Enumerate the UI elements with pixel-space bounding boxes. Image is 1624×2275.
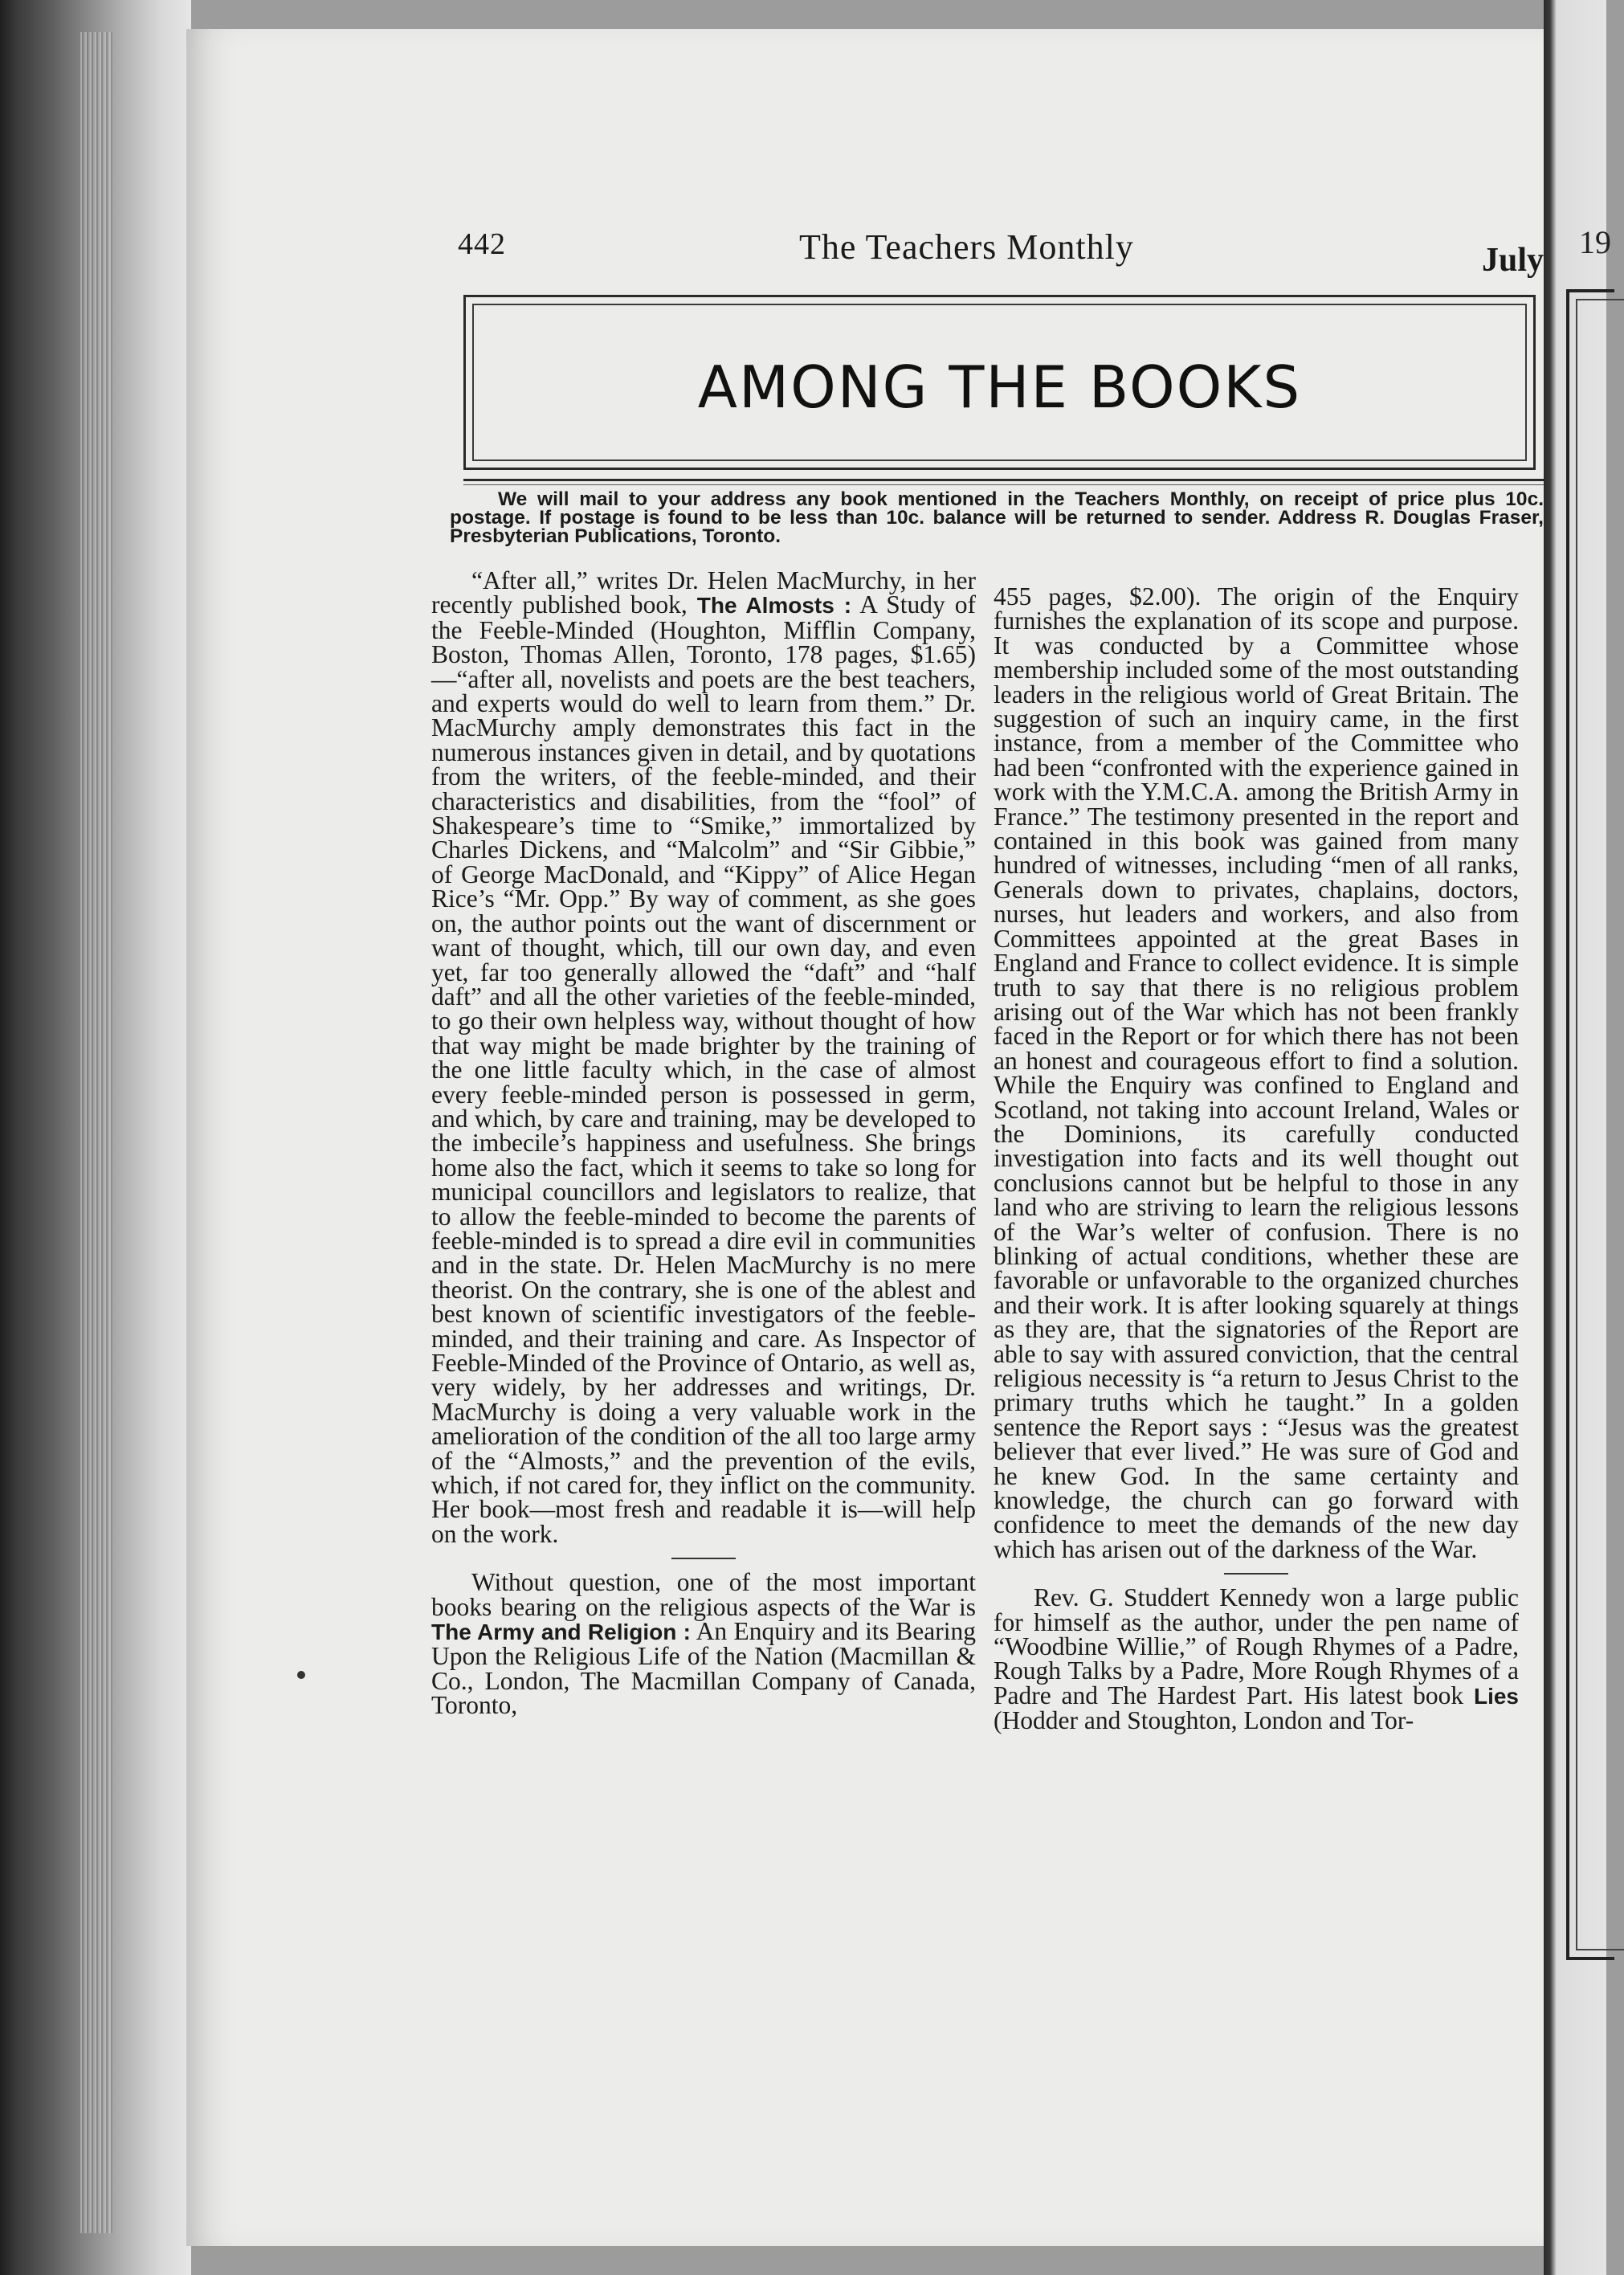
- left-column: [431, 566, 977, 1720]
- right-column: [994, 582, 1519, 1735]
- facing-page-strip: [1544, 0, 1611, 2275]
- book-title-lies: Lies: [1473, 1683, 1519, 1709]
- page-number: 442: [458, 227, 506, 261]
- review-text: Rev. G. Studdert Kennedy won a large public for himself as the author, under the pen name of “Woodbine Willie,” of Rough Rhymes of a Padre, Rough Talks by a Padre, More Rough Rhymes of a Padre and The Hardest Part. His latest book: [994, 1583, 1519, 1709]
- review-text: “After all,” writes Dr. Helen MacMurchy, in her recently published book,: [431, 566, 976, 619]
- review-text: Without question, one of the most important books bearing on the religious aspects of the War is: [431, 1568, 976, 1621]
- notice-text: We will mail to your address any book mentioned in the Teachers Monthly, on receipt of price plus 10c. postage. If postage is found to be less than 10c. balance will be returned to sender. Address R. Douglas Fraser, Presbyterian Publications, Toronto.: [450, 488, 1544, 547]
- review-army-religion: [431, 1568, 977, 1720]
- book-title-army-religion: The Army and Religion :: [431, 1619, 691, 1645]
- banner-rule: [463, 479, 1544, 481]
- book-title-almosts: The Almosts :: [696, 593, 852, 619]
- running-title: The Teachers Monthly: [799, 227, 1134, 267]
- mail-order-notice: [450, 490, 1544, 545]
- ink-spot: [297, 1671, 305, 1679]
- review-almosts: [431, 566, 976, 1548]
- review-separator: [671, 1558, 736, 1559]
- book-binding: [0, 0, 191, 2275]
- section-title: AMONG THE BOOKS: [697, 353, 1302, 421]
- review-lies: [994, 1583, 1519, 1735]
- review-separator: [1224, 1573, 1288, 1575]
- review-text: A Study of the Feeble-Minded (Houghton, Mifflin Company, Boston, Thomas Allen, Toronto, 178 pages, $1.65)—“after all, novelists and poets are the best teachers, and experts would do well to learn from them.” Dr. MacMurchy amply demonstrates this fact in the numerous instances given in detail, and by quotations from the writers, of the feeble-minded, and their characteristics and disabilities, from the “fool” of Shakespeare’s time to “Smike,” immortalized by Charles Dickens, and “Malcolm” and “Sir Gibbie,” of George MacDonald, and “Kippy” of Alice Hegan Rice’s “Mr. Opp.” By way of comment, as she goes on, the author points out the want of discernment or want of thought, which, till our own day, and even yet, far too generally allowed the “daft” and “half daft” and all the other varieties of the feeble-minded, to go their own helpless way, without thought of how that way might be made brighter by the training of the one little faculty which, in the case of almost every feeble-minded person is possessed in germ, and which, by care and training, may be developed to the imbecile’s happiness and usefulness. She brings home also the fact, which it seems to take so long for municipal councillors and legislators to realize, that to allow the feeble-minded to become the parents of feeble-minded is to spread a dire evil in communities and in the state. Dr. Helen MacMurchy is no mere theorist. On the contrary, she is one of the ablest and best known of scientific investigators of the feeble-minded, and their training and care. As Inspector of Feeble-Minded of the Province of Ontario, as well as, very widely, by her addresses and writings, Dr. MacMurchy is doing a very valuable work in the amelioration of the condition of the all too large army of the “Almosts,” and the prevention of the evils, which, if not cared for, they inflict on the community. Her book—most fresh and readable it is—will help on the work.: [431, 590, 976, 1548]
- review-text: An Enquiry and its Bearing Upon the Religious Life of the Nation (Macmillan & Co., London, The Macmillan Company of Canada, Toronto,: [431, 1617, 977, 1720]
- review-text: (Hodder and Stoughton, London and Tor-: [994, 1706, 1414, 1735]
- section-banner: [463, 295, 1536, 470]
- review-army-religion-continued: 455 pages, $2.00). The origin of the Enquiry furnishes the explanation of its scope and purpose. It was conducted by a Committee whose membership included some of the most outstanding leaders in the religious world of Great Britain. The suggestion of such an inquiry came, in the first instance, from a member of the Committee who had been “confronted with the experience gained in work with the Y.M.C.A. among the British Army in France.” The testimony presented in the report and contained in this book was gained from many hundred of witnesses, including “men of all ranks, Generals down to privates, chaplains, doctors, nurses, hut leaders and workers, and also from Committees appointed at the great Bases in England and France to collect evidence. It is simple truth to say that there is no religious problem arising out of the War which has not been frankly faced in the Report or for which there has not been an honest and courageous effort to find a solution. While the Enquiry was confined to England and Scotland, not taking into account Ireland, Wales or the Dominions, its carefully conducted investigation into facts and its well thought out conclusions cannot but be helpful to those in any land who are striving to learn the religious lessons of the War’s welter of confusion. There is no blinking of actual conditions, whether these are favorable or unfavorable to the organized churches and their work. It is after looking squarely at things as they are, that the signatories of the Report are able to say with assured conviction, that the central religious necessity is “a return to Jesus Christ to the primary truths which he taught.” In a golden sentence the Report says : “Jesus was the greatest believer that ever lived.” He was sure of God and he knew God. In the same certainty and knowledge, the church can go forward with confidence to meet the demands of the new day which has arisen out of the darkness of the War.: [994, 582, 1519, 1563]
- issue-month: July: [1482, 242, 1544, 279]
- page-edges: [80, 32, 112, 2233]
- banner-rule-thin: [463, 484, 1544, 485]
- facing-page-inner-border: [1576, 299, 1624, 1950]
- facing-page-number: 19: [1579, 224, 1611, 260]
